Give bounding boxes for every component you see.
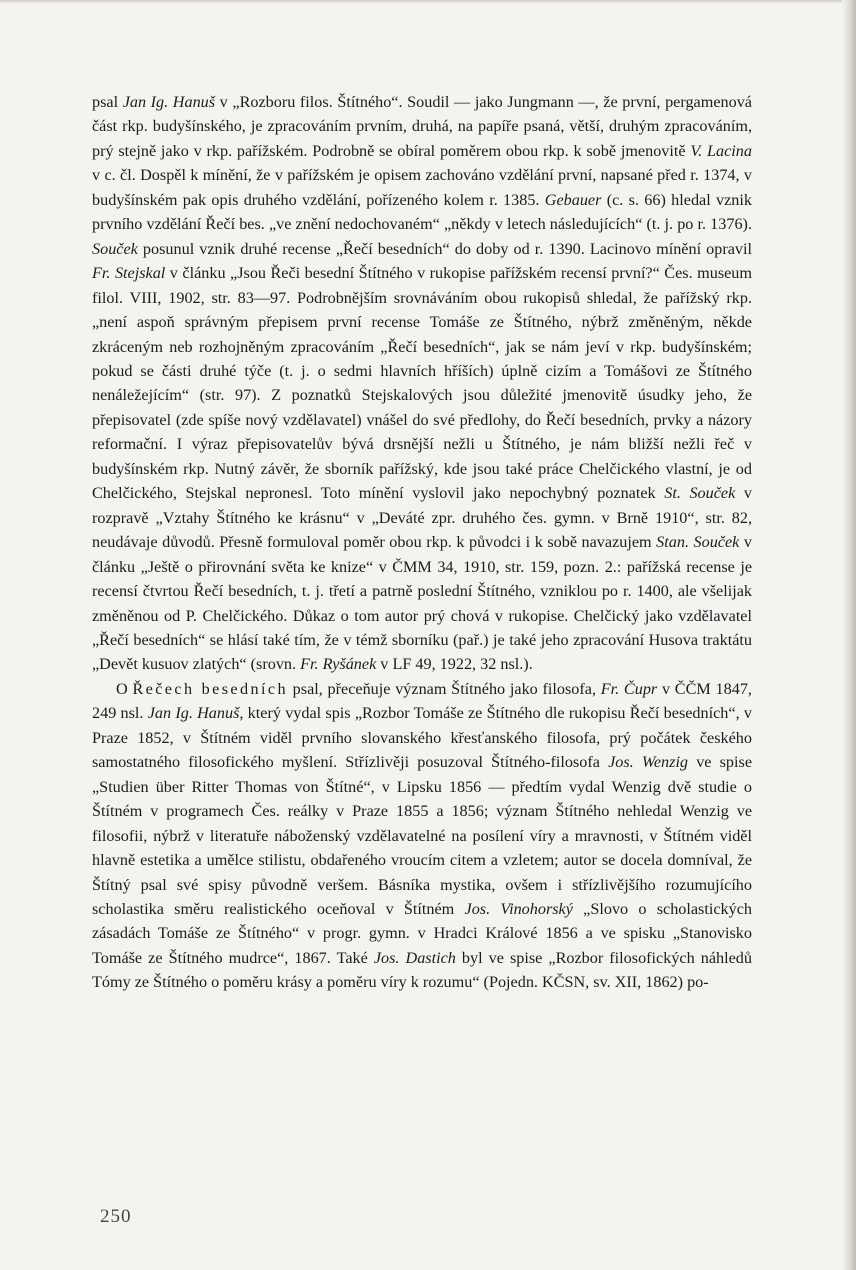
- italic-name: Jos. Dastich: [373, 948, 456, 967]
- text-run: v článku „Jsou Řeči besední Štítného v rukopise pařížském recensí první?“ Čes. museum filol. VIII, 1902, str. 83—97. Podrobnějším srovnáváním obou rukopisů shledal, že pařížský rkp. „není aspoň správným přepisem první recense Tomáše ze Štítného, nýbrž změněným, někde zkráceným neb rozhojněným zpracováním „Řečí besedních“, jak se nám jeví v rkp. budyšínském; pokud se části druhé týče (t. j. o sedmi hlavních hříších) úplně cizím a Tomášovi ze Štítného nenáležejícím“ (str. 97). Z poznatků Stejskalových jsou důležité jmenovitě úsudky jeho, že přepisovatel (zde spíše nový vzdělavatel) vnášel do své předlohy, do Řečí besedních, prvky a názory reformační. I výraz přepisovatelův bývá drsnější nežli u Štítného, je nám bližší nežli řeč v budyšínském rkp. Nutný závěr, že sborník pařížský, kde jsou také práce Chelčického vlastní, je od Chelčického, Stejskal nepronesl. Toto mínění vyslovil jako nepochybný poznatek: [92, 264, 752, 503]
- italic-name: Fr. Čupr: [600, 679, 658, 698]
- text-run: (c. s. 66) hledal vznik prvního vzdělání Řečí bes. „ve znění nedochovaném“ „někdy v letech následujících“ (t. j. po r. 1376).: [92, 190, 752, 234]
- text-run: v článku „Ještě o přirovnání světa ke knize“ v ČMM 34, 1910, str. 159, pozn. 2.: pařížská recense je recensí čtvrtou Řečí besedních, t. j. třetí a patrně poslední Štítného, vzniklou po r. 1400, ale všelijak změněnou od P. Chelčického. Důkaz o tom autor prý chová v rukopise. Chelčický jako vzdělavatel „Řečí besedních“ se hlásí také tím, že v témž sborníku (pař.) je také jeho zpracování Husova traktátu „Devět kusuov zlatých“ (srovn.: [92, 533, 752, 674]
- text-run: byl ve spise „Rozbor filosofických náhledů Tómy ze Štítného o poměru krásy a poměru víry k rozumu“ (Pojedn. KČSN, sv. XII, 1862) po-: [92, 948, 752, 992]
- text-run: posunul vznik druhé recense „Řečí besedních“ do doby od r. 1390. Lacinovo mínění opravil: [137, 239, 752, 258]
- page-gutter-shadow: [842, 0, 856, 1270]
- page-body: [92, 90, 752, 995]
- italic-name: Fr. Stejskal: [92, 264, 166, 283]
- text-run: psal: [92, 93, 123, 111]
- text-run: psal, přeceňuje význam Štítného jako filosofa,: [287, 679, 601, 698]
- text-run: O: [116, 679, 133, 698]
- text-run: v LF 49, 1922, 32 nsl.).: [376, 655, 533, 674]
- text-run: v c. čl. Dospěl k mínění, že v pařížském je opisem zachováno vzdělání první, napsané před r. 1374, v budyšínském pak opis druhého vzdělání, pořízeného kolem r. 1385.: [92, 166, 752, 209]
- italic-name: Souček: [92, 239, 138, 258]
- page-number: 250: [100, 1206, 132, 1227]
- italic-name: Jos. Vinohorský: [464, 899, 573, 918]
- spaced-title: Řečech besedních: [132, 679, 288, 698]
- text-run: , který vydal spis „Rozbor Tomáše ze Štítného dle rukopisu Řečí besedních“, v Praze 1852, v Štítném viděl prvního slovanského křesťanského filosofa, prý počátek českého samostatného filosofického myšlení. Střízlivěji posuzoval Štítného-filosofa: [92, 704, 752, 772]
- italic-name: Jos. Wenzig: [608, 753, 689, 772]
- text-run: v rozpravě „Vztahy Štítného ke krásnu“ v „Deváté zpr. druhého čes. gymn. v Brně 1910“, str. 82, neudávaje důvodů. Přesně formuloval poměr obou rkp. k původci i k sobě navazujem: [92, 484, 752, 552]
- paragraph-2: [92, 677, 752, 995]
- italic-name: Stan. Souček: [656, 533, 740, 552]
- paragraph-1: [92, 90, 752, 677]
- text-run: v ČČM 1847, 249 nsl.: [92, 679, 752, 723]
- page-top-edge: [0, 0, 856, 4]
- text-run: ve spise „Studien über Ritter Thomas von Štítné“, v Lipsku 1856 — předtím vydal Wenzig dvě studie o Štítném v programech Čes. reálky v Praze 1855 a 1856; význam Štítného nehledal Wenzig ve filosofii, nýbrž v literatuře náboženský vzdělavatelné na posílení víry a mravnosti, v Štítném viděl hlavně estetika a umělce stilistu, obdařeného vroucím citem a vzletem; autor se docela domníval, že Štítný psal své spisy původně veršem. Básníka mystika, ovšem i střízlivějšího rozumujícího scholastika směru realistického oceňoval v Štítném: [92, 753, 753, 918]
- text-run: „Slovo o scholastických zásadách Tomáše ze Štítného“ v progr. gymn. v Hradci Králové 1856 a ve spisku „Stanovisko Tomáše ze Štítného mudrce“, 1867. Také: [92, 899, 753, 967]
- italic-name: St. Souček: [664, 484, 736, 503]
- italic-name: V. Lacina: [690, 141, 752, 160]
- italic-name: Fr. Ryšánek: [300, 655, 377, 674]
- italic-name: Jan Ig. Hanuš: [122, 93, 216, 111]
- text-run: v „Rozboru filos. Štítného“. Soudil — jako Jungmann —, že první, pergamenová část rkp. budyšínského, je zpracováním prvním, druhá, na papíře psaná, větší, druhým zpracováním, prý stejně jako v rkp. pařížském. Podrobně se obíral poměrem obou rkp. k sobě jmenovitě: [92, 93, 752, 160]
- italic-name: Gebauer: [544, 190, 602, 209]
- italic-name: Jan Ig. Hanuš: [147, 704, 240, 723]
